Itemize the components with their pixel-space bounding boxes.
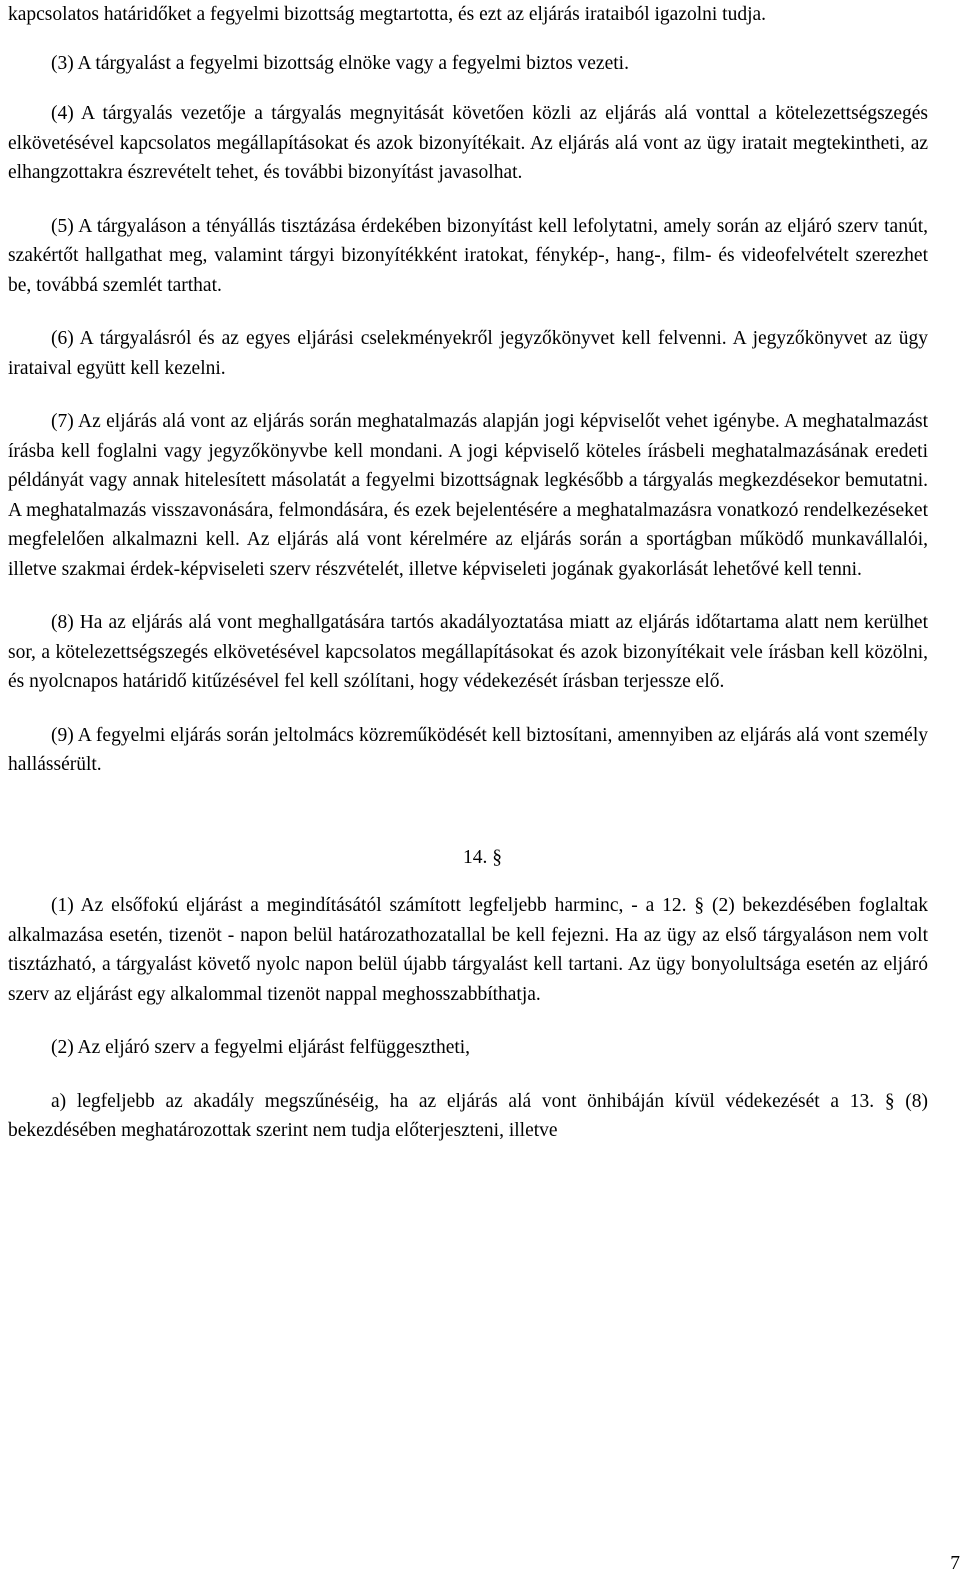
paragraph-continuation: kapcsolatos határidőket a fegyelmi bizottság megtartotta, és ezt az eljárás irataiból igazolni tudja. — [8, 4, 767, 25]
paragraph-7: (7) Az eljárás alá vont az eljárás során meghatalmazás alapján jogi képviselőt vehet igénybe. A meghatalmazást írásba kell foglalni vagy jegyzőkönyvbe kell mondani. A jogi képviselő köteles írásbeli meghatalmazásának eredeti példányát vagy annak hitelesített másolatát a fegyelmi bizottságnak legkésőbb a tárgyalás megkezdésekor bemutatni. A meghatalmazás visszavonására, felmondására, és ezek bejelentésére a meghatalmazásra vonatkozó rendelkezéseket megfelelően alkalmazni kell. Az eljárás alá vont kérelmére az eljárás során a sportágban működő munkavállalói, illetve szakmai érdek-képviseleti szerv részvételét, illetve képviseleti jogának gyakorlását lehetővé kell tenni. — [8, 411, 928, 580]
paragraph-3: (3) A tárgyalást a fegyelmi bizottság elnöke vagy a fegyelmi biztos vezeti. — [51, 52, 629, 74]
section-heading: 14. § — [463, 846, 502, 868]
paragraph-9: (9) A fegyelmi eljárás során jeltolmács közreműködését kell biztosítani, amennyiben az eljárás alá vont személy hallássérült. — [8, 724, 928, 775]
paragraph-14-1: (1) Az elsőfokú eljárást a megindításától számított legfeljebb harminc, - a 12. § (2) bekezdésében foglaltak alkalmazása esetén, tizenöt - napon belül határozathozatallal be kell fejezni. Ha az ügy az első tárgyaláson nem volt tisztázható, a tárgyalást követő nyolc napon belül újabb tárgyalást kell tartani. Az ügy bonyolultsága esetén az eljáró szerv az eljárást egy alkalommal tizenöt nappal meghosszabbíthatja. — [8, 895, 928, 1005]
paragraph-6: (6) A tárgyalásról és az egyes eljárási cselekményekről jegyzőkönyvet kell felvenni. A jegyzőkönyvet az ügy irataival együtt kell kezelni. — [8, 328, 928, 379]
paragraph-8: (8) Ha az eljárás alá vont meghallgatására tartós akadályoztatása miatt az eljárás időtartama alatt nem kerülhet sor, a kötelezettségszegés elkövetésével kapcsolatos megállapításokat és azok bizonyítékait vele írásban kell közölni, és nyolcnapos határidő kitűzésével fel kell szólítani, hogy védekezését írásban terjessze elő. — [8, 612, 928, 692]
document-page — [8, 0, 928, 1146]
page-number: 7 — [950, 1553, 960, 1574]
paragraph-4: (4) A tárgyalás vezetője a tárgyalás megnyitását követően közli az eljárás alá vonttal a kötelezettségszegés elkövetésével kapcsolatos megállapításokat és azok bizonyítékait. Az eljárás alá vont az ügy iratait megtekintheti, az elhangzottakra észrevételt tehet, és további bizonyítást javasolhat. — [8, 103, 928, 183]
paragraph-14-2-a: a) legfeljebb az akadály megszűnéséig, ha az eljárás alá vont önhibáján kívül védekezését a 13. § (8) bekezdésében meghatározottak szerint nem tudja előterjeszteni, illetve — [8, 1090, 928, 1141]
paragraph-14-2: (2) Az eljáró szerv a fegyelmi eljárást felfüggesztheti, — [51, 1037, 471, 1058]
paragraph-5: (5) A tárgyaláson a tényállás tisztázása érdekében bizonyítást kell lefolytatni, amely során az eljáró szerv tanút, szakértőt hallgathat meg, valamint tárgyi bizonyítékként iratokat, fénykép-, hang-, film- és videofelvételt szerezhet be, továbbá szemlét tarthat. — [8, 215, 928, 296]
